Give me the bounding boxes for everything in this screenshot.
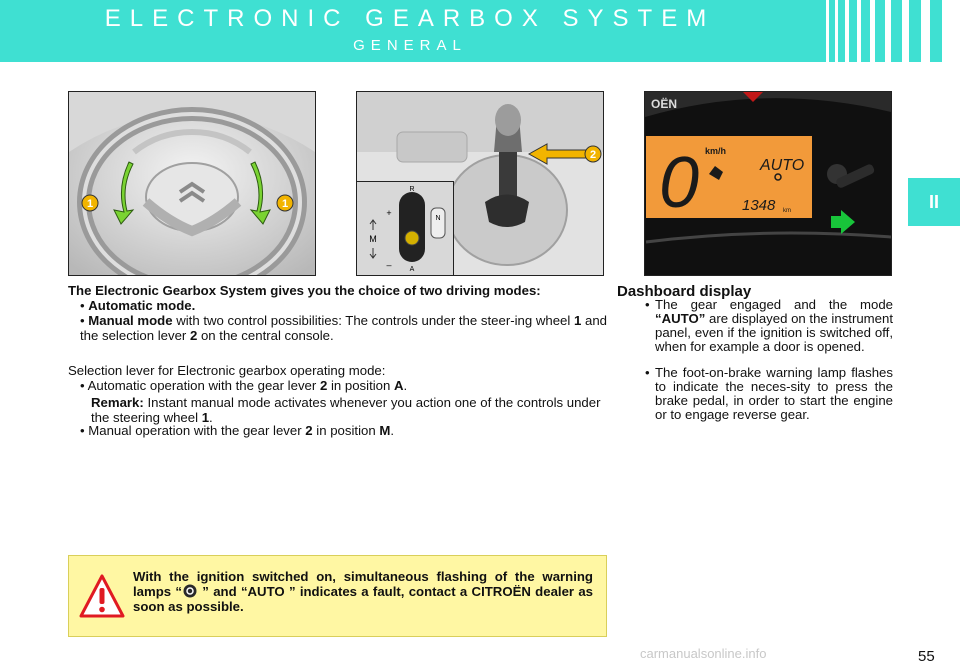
dashboard-heading: Dashboard display bbox=[617, 283, 752, 300]
gate-label-minus: – bbox=[386, 260, 392, 270]
gate-label-r: R bbox=[409, 186, 415, 193]
dashboard-illustration bbox=[645, 92, 891, 275]
mode-auto-label: Automatic mode. bbox=[88, 298, 196, 313]
dash-odo-unit: km bbox=[783, 208, 791, 214]
watermark: carmanualsonline.info bbox=[640, 646, 767, 661]
mode-manual-label: Manual mode bbox=[88, 313, 173, 328]
dashboard-display-photo bbox=[644, 91, 892, 276]
dash-brand: OËN bbox=[651, 97, 678, 111]
mode-auto-item: • Automatic mode. bbox=[80, 298, 196, 313]
gate-label-plus: + bbox=[386, 208, 392, 218]
gate-label-m: M bbox=[369, 234, 377, 244]
warning-box bbox=[68, 555, 607, 637]
dash-speed: 0 bbox=[659, 143, 700, 223]
selection-manual-item: • Manual operation with the gear lever 2 in position M. bbox=[80, 423, 395, 438]
page-subtitle: GENERAL bbox=[353, 37, 467, 54]
page-header bbox=[0, 0, 960, 62]
selection-auto-item: • Automatic operation with the gear lever 2 in position A. bbox=[80, 378, 408, 393]
dashboard-bullet-1: • The gear engaged and the mode “AUTO” are displayed on the instrument panel, even if the ignition is switched off, when for example a door is opened. bbox=[645, 297, 893, 354]
selection-intro: Selection lever for Electronic gearbox operating mode: bbox=[68, 363, 386, 378]
callout-paddle-left: 1 bbox=[86, 198, 94, 210]
intro-text: The Electronic Gearbox System gives you the choice of two driving modes: bbox=[68, 283, 541, 298]
gear-fault-warning-icon bbox=[182, 584, 198, 598]
gate-label-a: A bbox=[409, 266, 415, 273]
callout-lever: 2 bbox=[589, 149, 597, 161]
gear-gate-illustration bbox=[357, 182, 453, 275]
mode-manual-item: • Manual mode with two control possibilities: The controls under the steer-ing wheel 1 and the selection lever 2 on the central console. bbox=[80, 313, 608, 343]
page-number: 55 bbox=[918, 648, 935, 665]
remark-label: Remark: bbox=[91, 395, 144, 410]
chapter-tab: II bbox=[908, 178, 960, 226]
dash-mode: AUTO bbox=[760, 157, 805, 174]
dash-odometer: 1348 bbox=[742, 197, 776, 214]
warning-triangle-icon bbox=[79, 574, 125, 618]
dashboard-bullet-2: • The foot-on-brake warning lamp flashes to indicate the neces-sity to press the brake pedal, in order to start the engine or to engage reverse gear. bbox=[645, 365, 893, 422]
steering-wheel-illustration bbox=[69, 92, 315, 275]
gate-label-n: N bbox=[435, 215, 441, 222]
steering-wheel-photo bbox=[68, 91, 316, 276]
warning-text: With the ignition switched on, simultaneous flashing of the warning lamps “ ” and “AUTO ” indicates a fault, contact a CITROËN dealer as soon as possible. bbox=[133, 569, 594, 614]
remark-text: Remark: Instant manual mode activates whenever you action one of the controls under the steering wheel 1. bbox=[91, 395, 601, 425]
page-title: ELECTRONIC GEARBOX SYSTEM bbox=[104, 5, 716, 32]
dash-speed-unit: km/h bbox=[705, 146, 727, 156]
gear-gate-inset bbox=[356, 181, 454, 276]
callout-paddle-right: 1 bbox=[281, 198, 289, 210]
